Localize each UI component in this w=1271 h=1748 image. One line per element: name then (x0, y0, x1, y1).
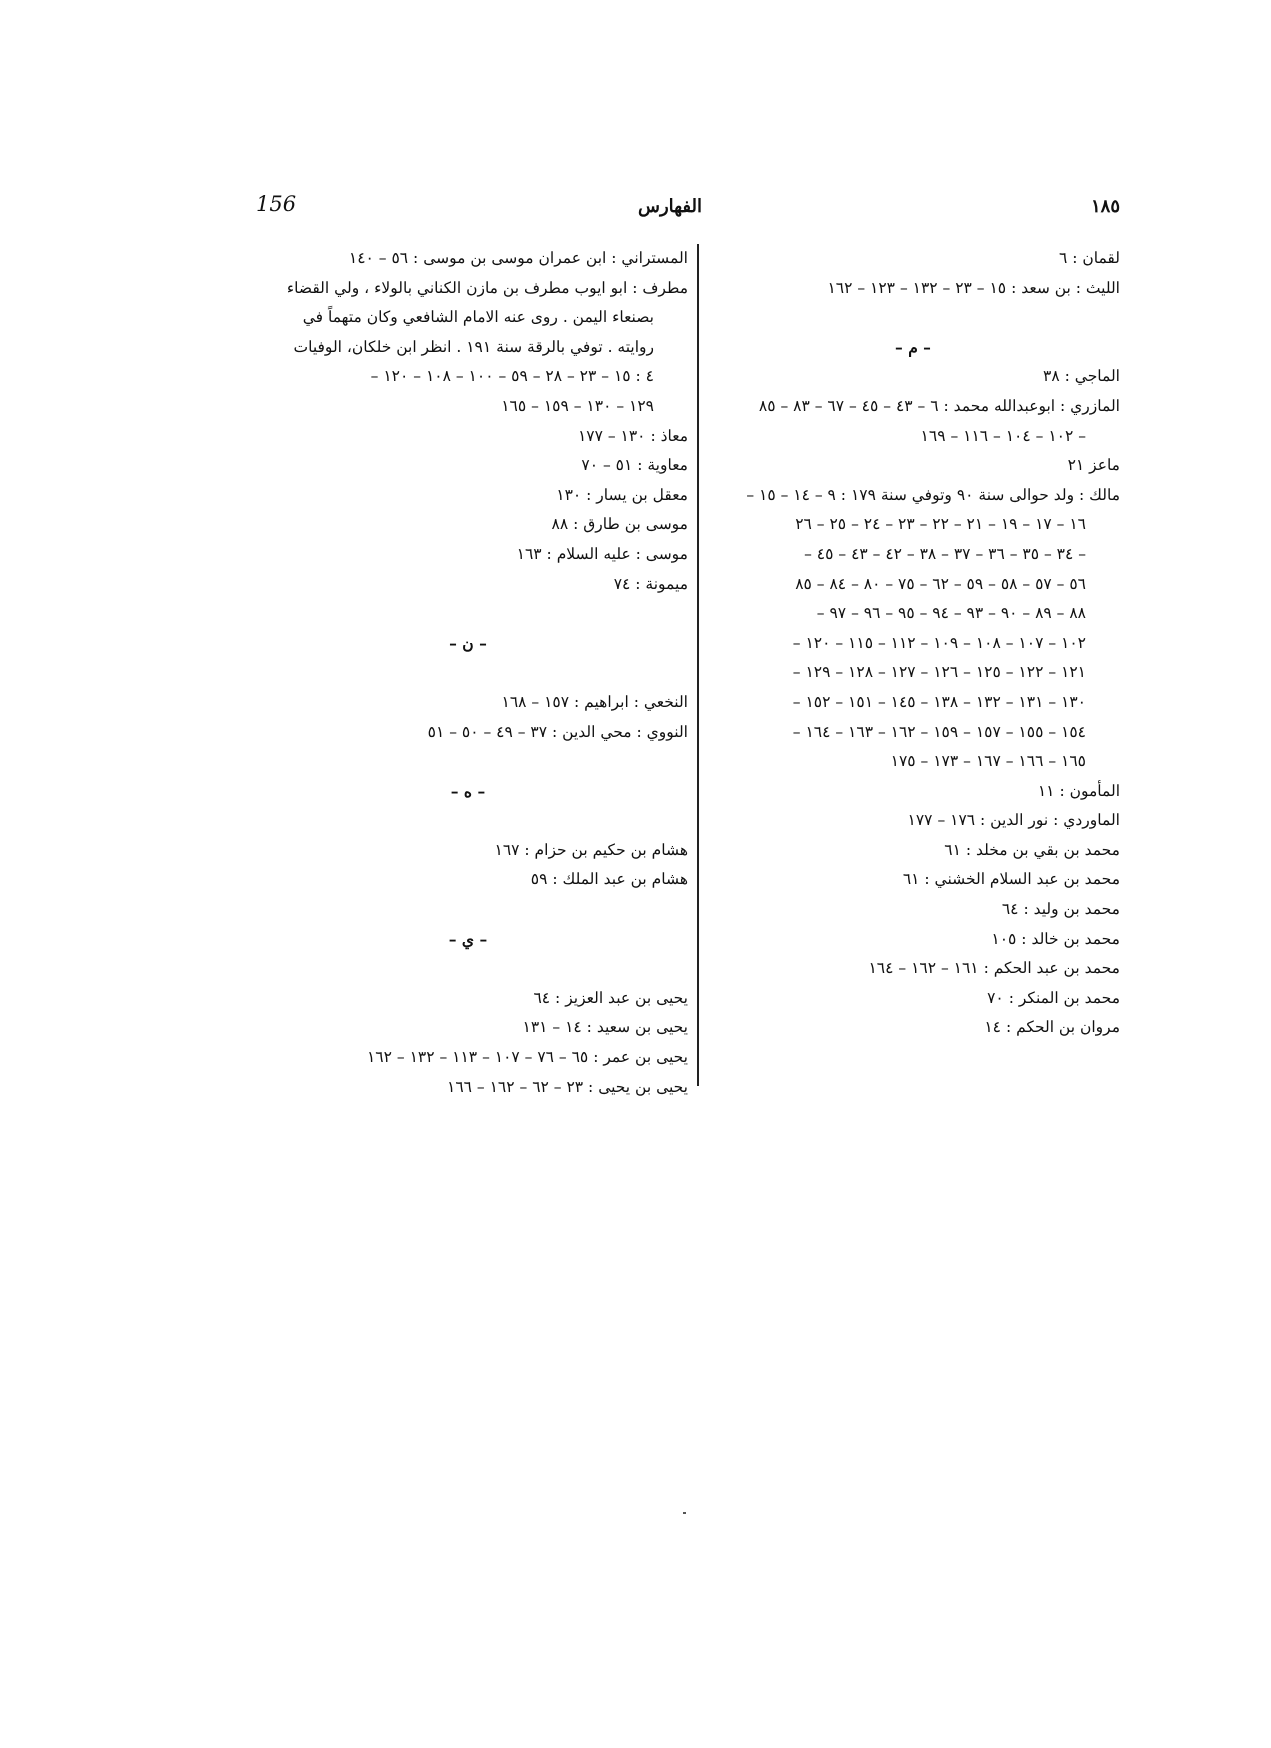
spacer (248, 895, 688, 925)
index-column-right (706, 244, 1120, 1043)
spacer (248, 599, 688, 629)
index-entry: معاوية : ٥١ – ٧٠ (581, 456, 688, 475)
index-entry: يحيى بن عمر : ٦٥ – ٧٦ – ١٠٧ – ١١٣ – ١٣٢ – ١٦٢ (366, 1048, 688, 1067)
index-entry-continuation: – ١٠٢ – ١٠٤ – ١١٦ – ١٦٩ (920, 426, 1086, 445)
page-title: الفهارس (637, 196, 703, 217)
spacer (248, 747, 688, 777)
index-entry-continuation: ١٦٥ – ١٦٦ – ١٦٧ – ١٧٣ – ١٧٥ (890, 752, 1086, 771)
section-letter-heading: – ن – (449, 633, 487, 653)
index-entry: مروان بن الحكم : ١٤ (984, 1018, 1120, 1037)
spacer (706, 303, 1120, 333)
index-entry: الماوردي : نور الدين : ١٧٦ – ١٧٧ (907, 811, 1120, 830)
index-entry-continuation: ١٢٩ – ١٣٠ – ١٥٩ – ١٦٥ (501, 396, 654, 415)
footer-mark (683, 1512, 686, 1514)
index-entry: موسى : عليه السلام : ١٦٣ (516, 544, 688, 563)
index-entry: معقل بن يسار : ١٣٠ (556, 485, 688, 504)
index-entry-continuation: ٨٨ – ٨٩ – ٩٠ – ٩٣ – ٩٤ – ٩٥ – ٩٦ – ٩٧ – (816, 604, 1086, 623)
index-entry: المأمون : ١١ (1037, 781, 1120, 800)
index-entry: المازري : ابوعبدالله محمد : ٦ – ٤٣ – ٤٥ – ٦٧ – ٨٣ – ٨٥ (758, 396, 1120, 415)
index-entry: هشام بن عبد الملك : ٥٩ (530, 870, 688, 889)
index-entry-continuation: ١٣٠ – ١٣١ – ١٣٢ – ١٣٨ – ١٤٥ – ١٥١ – ١٥٢ – (792, 692, 1086, 711)
index-entry: المستراني : ابن عمران موسى بن موسى : ٥٦ – ١٤٠ (348, 249, 688, 267)
index-entry-continuation: – ٣٤ – ٣٥ – ٣٦ – ٣٧ – ٣٨ – ٤٢ – ٤٣ – ٤٥ – (804, 544, 1086, 563)
spacer (248, 658, 688, 688)
index-entry: يحيى بن عبد العزيز : ٦٤ (533, 988, 688, 1007)
index-entry-continuation: روايته . توفي بالرقة سنة ١٩١ . انظر ابن خلكان، الوفيات (293, 337, 654, 356)
index-entry-continuation: ١٦ – ١٧ – ١٩ – ٢١ – ٢٢ – ٢٣ – ٢٤ – ٢٥ – ٢٦ (795, 515, 1086, 534)
index-entry: محمد بن بقي بن مخلد : ٦١ (944, 840, 1120, 859)
spacer (248, 954, 688, 984)
index-entry-continuation: ٤ : ١٥ – ٢٣ – ٢٨ – ٥٩ – ١٠٠ – ١٠٨ – ١٢٠ – (370, 367, 654, 386)
index-entry-continuation: ١٠٢ – ١٠٧ – ١٠٨ – ١٠٩ – ١١٢ – ١١٥ – ١٢٠ – (792, 633, 1086, 652)
index-entry: محمد بن عبد السلام الخشني : ٦١ (902, 870, 1120, 889)
index-entry-continuation: ١٥٤ – ١٥٥ – ١٥٧ – ١٥٩ – ١٦٢ – ١٦٣ – ١٦٤ – (792, 722, 1086, 741)
index-entry: مالك : ولد حوالى سنة ٩٠ وتوفي سنة ١٧٩ : ٩ – ١٤ – ١٥ – (746, 485, 1120, 504)
index-entry: محمد بن المنكر : ٧٠ (987, 988, 1120, 1007)
index-entry: يحيى بن سعيد : ١٤ – ١٣١ (522, 1018, 688, 1037)
page-number-latin: 156 (256, 192, 297, 216)
index-entry: لقمان : ٦ (1058, 249, 1120, 267)
index-entry: محمد بن وليد : ٦٤ (1001, 900, 1120, 919)
index-entry: محمد بن خالد : ١٠٥ (991, 929, 1120, 948)
index-entry: هشام بن حكيم بن حزام : ١٦٧ (494, 840, 688, 859)
spacer (248, 806, 688, 836)
index-entry: النووي : محي الدين : ٣٧ – ٤٩ – ٥٠ – ٥١ (427, 722, 688, 741)
page-number-arabic: ١٨٥ (1090, 196, 1120, 217)
index-entry: الليث : بن سعد : ١٥ – ٢٣ – ١٣٢ – ١٢٣ – ١٦٢ (827, 278, 1120, 297)
index-entry: يحيى بن يحيى : ٢٣ – ٦٢ – ١٦٢ – ١٦٦ (447, 1077, 688, 1096)
index-entry: مطرف : ابو ايوب مطرف بن مازن الكناني بالولاء ، ولي القضاء (286, 278, 688, 297)
section-letter-heading: – ه – (450, 781, 486, 801)
index-entry-continuation: ١٢١ – ١٢٢ – ١٢٥ – ١٢٦ – ١٢٧ – ١٢٨ – ١٢٩ – (792, 663, 1086, 682)
section-letter-heading: – م – (895, 337, 931, 357)
index-entry: ميمونة : ٧٤ (613, 574, 688, 593)
index-entry-continuation: بصنعاء اليمن . روى عنه الامام الشافعي وكان متهماً في (302, 308, 654, 327)
index-entry: موسى بن طارق : ٨٨ (551, 515, 688, 534)
column-divider (697, 244, 699, 1086)
index-column-left (248, 244, 688, 1102)
index-entry: النخعي : ابراهيم : ١٥٧ – ١٦٨ (501, 692, 688, 711)
index-entry: الماجي : ٣٨ (1043, 367, 1120, 386)
index-entry: معاذ : ١٣٠ – ١٧٧ (577, 426, 688, 445)
index-entry-continuation: ٥٦ – ٥٧ – ٥٨ – ٥٩ – ٦٢ – ٧٥ – ٨٠ – ٨٤ – ٨٥ (795, 574, 1086, 593)
index-entry: ماعز ٢١ (1067, 456, 1120, 475)
section-letter-heading: – ي – (448, 929, 488, 949)
index-entry: محمد بن عبد الحكم : ١٦١ – ١٦٢ – ١٦٤ (868, 959, 1120, 978)
